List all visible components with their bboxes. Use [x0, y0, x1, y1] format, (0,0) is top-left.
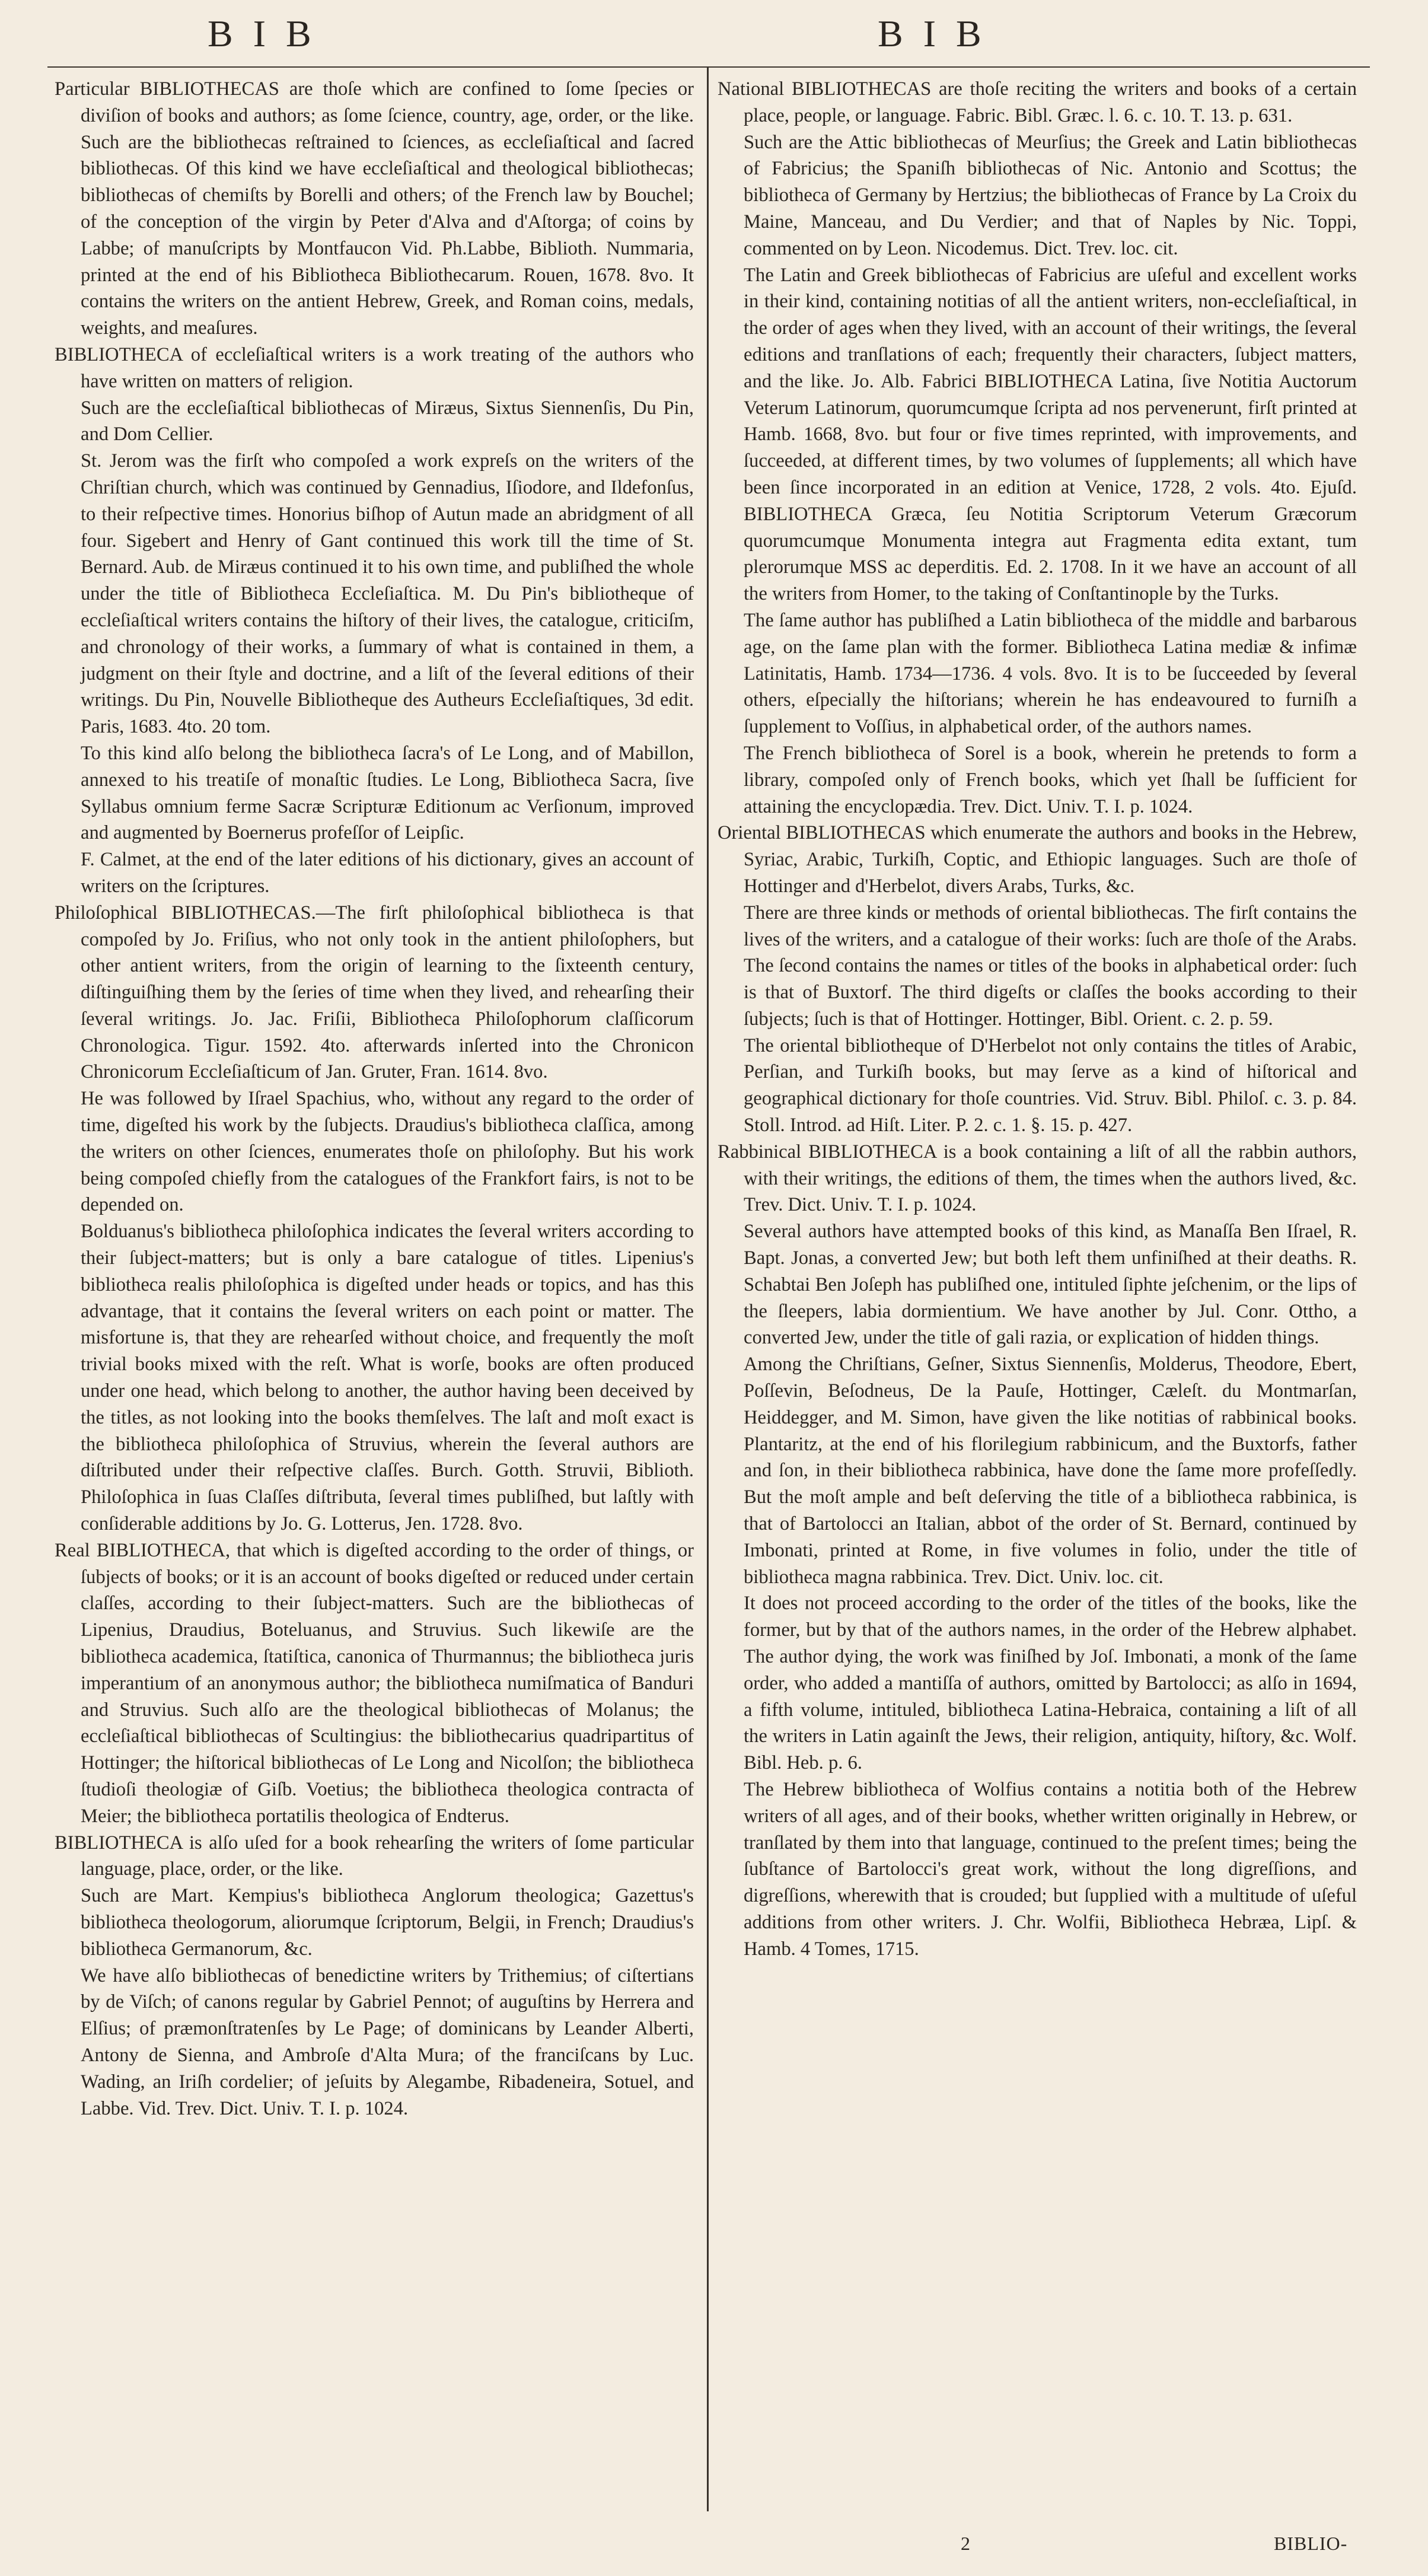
- running-head-right: BIB: [878, 12, 1002, 55]
- paragraph: The Hebrew bibliotheca of Wolfius contains a notitia both of the Hebrew writers of all ages, and of their books, whether written originally in Hebrew, or tranſlated by them into that language, continued to the preſent times; being the ſubſtance of Bartolocci's great work, without the long digreſſions, and digreſſions, wherewith that is crouded; but ſupplied with a multitude of uſeful additions from other writers. J. Chr. Wolfii, Bibliotheca Hebræa, Lipſ. & Hamb. 4 Tomes, 1715.: [744, 1779, 1357, 1960]
- catchword: BIBLIO-: [1274, 2533, 1348, 2554]
- paragraph: The Latin and Greek bibliothecas of Fabricius are uſeful and excellent works in their kind, containing notitias of all the antient writers, non-eccleſiaſtical, in the order of ages when they lived, with an account of their writings, the ſeveral editions and tranſlations of each; frequently their characters, ſubject matters, and the like. Jo. Alb. Fabrici BIBLIOTHECA Latina, ſive Notitia Auctorum Veterum Latinorum, quorumcumque ſcripta ad nos pervenerunt, firſt printed at Hamb. 1668, 8vo. but four or five times reprinted, with improvements, and ſucceeded, at different times, by two volumes of ſupplements; all which have been ſince incorporated in an edition at Venice, 1728, 2 vols. 4to. Ejuſd. BIBLIOTHECA Græca, ſeu Notitia Scriptorum Veterum Græcorum quorumcumque Monumenta integra aut Fragmenta edita extant, tum plerorumque MSS ac deperditis. Ed. 2. 1708. In it we have an account of all the writers from Homer, to the taking of Conſtantinople by the Turks.: [744, 264, 1357, 605]
- paragraph: Such are the eccleſiaſtical bibliothecas of Miræus, Sixtus Siennenſis, Du Pin, and Dom Cellier.: [81, 397, 694, 445]
- right-column: [718, 76, 1357, 1963]
- paragraph: Rabbinical BIBLIOTHECA is a book containing a liſt of all the rabbin authors, with their writings, the editions of them, the times when the authors lived, &c. Trev. Dict. Univ. T. I. p. 1024.: [718, 1141, 1357, 1216]
- paragraph: F. Calmet, at the end of the later editions of his dictionary, gives an account of writers on the ſcriptures.: [81, 849, 694, 897]
- paragraph: National BIBLIOTHECAS are thoſe reciting the writers and books of a certain place, people, or language. Fabric. Bibl. Græc. l. 6. c. 10. T. 13. p. 631.: [718, 78, 1357, 126]
- paragraph: Among the Chriſtians, Geſner, Sixtus Siennenſis, Molderus, Theodore, Ebert, Poſſevin, Beſodneus, De la Pauſe, Hottinger, Cæleſt. du Montmarſan, Heiddegger, and M. Simon, have given the like notitias of rabbinical books. Plantaritz, at the end of his florilegium rabbinicum, and the Buxtorfs, father and ſon, in their bibliotheca rabbinica, have done the ſame more profeſſedly. But the moſt ample and beſt deſerving the title of a bibliotheca rabbinica, is that of Bartolocci an Italian, abbot of the order of St. Bernard, continued by Imbonati, printed at Rome, in five volumes in folio, under the title of bibliotheca magna rabbinica. Trev. Dict. Univ. loc. cit.: [744, 1354, 1357, 1588]
- paragraph: To this kind alſo belong the bibliotheca ſacra's of Le Long, and of Mabillon, annexed to his treatiſe of monaſtic ſtudies. Le Long, Bibliotheca Sacra, ſive Syllabus omnium ferme Sacræ Scripturæ Editionum ac Verſionum, improved and augmented by Boernerus profeſſor of Leipſic.: [81, 742, 694, 844]
- running-head-left: BIB: [208, 12, 332, 55]
- paragraph: St. Jerom was the firſt who compoſed a work expreſs on the writers of the Chriſtian church, which was continued by Gennadius, Iſiodore, and Ildefonſus, to their reſpective times. Honorius biſhop of Autun made an abridgment of all four. Sigebert and Henry of Gant continued this work till the time of St. Bernard. Aub. de Miræus continued it to his own time, and publiſhed the whole under the title of Bibliotheca Eccleſiaſtica. M. Du Pin's bibliotheque of eccleſiaſtical writers contains the hiſtory of their lives, the catalogue, criticiſm, and chronology of their works, a ſummary of what is contained in them, a judgment on their ſtyle and doctrine, and a liſt of the ſeveral editions of their writings. Du Pin, Nouvelle Bibliotheque des Autheurs Eccleſiaſtiques, 3d edit. Paris, 1683. 4to. 20 tom.: [81, 450, 694, 738]
- paragraph: Such are Mart. Kempius's bibliotheca Anglorum theologica; Gazettus's bibliotheca theologorum, aliorumque ſcriptorum, Belgii, in French; Draudius's bibliotheca Germanorum, &c.: [81, 1885, 694, 1960]
- column-divider: [707, 68, 709, 2511]
- paragraph: The French bibliotheca of Sorel is a book, wherein he pretends to form a library, compoſed only of French books, which yet ſhall be ſufficient for attaining the encyclopædia. Trev. Dict. Univ. T. I. p. 1024.: [744, 742, 1357, 817]
- paragraph: Particular BIBLIOTHECAS are thoſe which are confined to ſome ſpecies or diviſion of books and authors; as ſome ſcience, country, age, order, or the like. Such are the bibliothecas reſtrained to ſciences, as eccleſiaſtical and ſacred bibliothecas. Of this kind we have eccleſiaſtical and theological bibliothecas; bibliothecas of chemiſts by Borelli and others; of the French law by Bouchel; of the conception of the virgin by Peter d'Alva and d'Aſtorga; of coins by Labbe; of manuſcripts by Montfaucon Vid. Ph.Labbe, Biblioth. Nummaria, printed at the end of his Bibliotheca Bibliothecarum. Rouen, 1678. 8vo. It contains the writers on the antient Hebrew, Greek, and Roman coins, medals, weights, and meaſures.: [55, 78, 694, 339]
- signature-mark: 2: [961, 2533, 970, 2554]
- paragraph: The oriental bibliotheque of D'Herbelot not only contains the titles of Arabic, Perſian, and Turkiſh books, but may ſerve as a kind of hiſtorical and geographical dictionary for thoſe countries. Vid. Struv. Bibl. Philoſ. c. 3. p. 84. Stoll. Introd. ad Hiſt. Liter. P. 2. c. 1. §. 15. p. 427.: [744, 1034, 1357, 1136]
- paragraph: It does not proceed according to the order of the titles of the books, like the former, but by that of the authors names, in the order of the Hebrew alphabet. The author dying, the work was finiſhed by Joſ. Imbonati, a monk of the ſame order, who added a mantiſſa of authors, omitted by Bartolocci; as alſo in 1694, a fifth volume, intituled, bibliotheca Latina-Hebraica, containing a liſt of all the writers in Latin againſt the Jews, their religion, antiquity, hiſtory, &c. Wolf. Bibl. Heb. p. 6.: [744, 1593, 1357, 1774]
- paragraph: Real BIBLIOTHECA, that which is digeſted according to the order of things, or ſubjects of books; or it is an account of books digeſted or reduced under certain claſſes, according to their ſubject-matters. Such are the bibliothecas of Lipenius, Draudius, Boteluanus, and Struvius. Such likewiſe are the bibliotheca academica, ſtatiſtica, canonica of Thurmannus; the bibliotheca juris imperantium of an anonymous author; the bibliotheca numiſmatica of Banduri and Struvius. Such alſo are the theological bibliothecas of Molanus; the eccleſiaſtical bibliothecas of Scultingius: the bibliothecarius quadripartitus of Hottinger; the hiſtorical bibliothecas of Le Long and Nicolſon; the bibliotheca ſtudioſi theologiæ of Giſb. Voetius; the bibliotheca theologica contracta of Meier; the bibliotheca portatilis theologica of Endterus.: [55, 1539, 694, 1827]
- paragraph: The ſame author has publiſhed a Latin bibliotheca of the middle and barbarous age, on the ſame plan with the former. Bibliotheca Latina mediæ & infimæ Latinitatis, Hamb. 1734—1736. 4 vols. 8vo. It is to be ſucceeded by ſeveral others, eſpecially the hiſtorians; wherein he has endeavoured to furniſh a ſupplement to Voſſius, in alphabetical order, of the authors names.: [744, 609, 1357, 738]
- left-column: [55, 76, 694, 2122]
- paragraph: BIBLIOTHECA of eccleſiaſtical writers is a work treating of the authors who have written on matters of religion.: [55, 343, 694, 392]
- paragraph: BIBLIOTHECA is alſo uſed for a book rehearſing the writers of ſome particular language, place, order, or the like.: [55, 1832, 694, 1880]
- paragraph: Philoſophical BIBLIOTHECAS.—The firſt philoſophical bibliotheca is that compoſed by Jo. Friſius, who not only took in the antient philoſophers, but other antient writers, from the origin of learning to the ſixteenth century, diſtinguiſhing them by the ſeries of time when they lived, and rehearſing their ſeveral writings. Jo. Jac. Friſii, Bibliotheca Philoſophorum claſſicorum Chronologica. Tigur. 1592. 4to. afterwards inſerted into the Chronicon Chronicorum Eccleſiaſticum of Jan. Gruter, Fran. 1614. 8vo.: [55, 902, 694, 1083]
- paragraph: Bolduanus's bibliotheca philoſophica indicates the ſeveral writers according to their ſubject-matters; but is only a bare catalogue of titles. Lipenius's bibliotheca realis philoſophica is digeſted under heads or topics, and has this advantage, that it contains the ſeveral writers on each point or matter. The misfortune is, that they are rehearſed without choice, and frequently the moſt trivial books mixed with the reſt. What is worſe, books are often produced under one head, which belong to another, the author having been deceived by the titles, as not looking into the books themſelves. The laſt and moſt exact is the bibliotheca philoſophica of Struvius, wherein the ſeveral authors are diſtributed under their reſpective claſſes. Burch. Gotth. Struvii, Biblioth. Philoſophica in ſuas Claſſes diſtributa, ſeveral times publiſhed, but laſtly with conſiderable additions by Jo. G. Lotterus, Jen. 1728. 8vo.: [81, 1221, 694, 1535]
- paragraph: Such are the Attic bibliothecas of Meurſius; the Greek and Latin bibliothecas of Fabricius; the Spaniſh bibliothecas of Nic. Antonio and Scottus; the bibliotheca of Germany by Hertzius; the bibliothecas of France by La Croix du Maine, Manceau, and Du Verdier; and that of Naples by Nic. Toppi, commented on by Leon. Nicodemus. Dict. Trev. loc. cit.: [744, 131, 1357, 259]
- paragraph: He was followed by Iſrael Spachius, who, without any regard to the order of time, digeſted his work by the ſubjects. Draudius's bibliotheca claſſica, among the writers on other ſciences, enumerates thoſe on philoſophy. But his work being compoſed chiefly from the catalogues of the Frankfort fairs, is not to be depended on.: [81, 1088, 694, 1216]
- paragraph: Several authors have attempted books of this kind, as Manaſſa Ben Iſrael, R. Bapt. Jonas, a converted Jew; but both left them unfiniſhed at their deaths. R. Schabtai Ben Joſeph has publiſhed one, intituled ſiphte jeſchenim, or the lips of the ſleepers, labia dormientium. We have another by Jul. Conr. Ottho, a converted Jew, under the title of gali razia, or explication of hidden things.: [744, 1221, 1357, 1349]
- paragraph: We have alſo bibliothecas of benedictine writers by Trithemius; of ciſtertians by de Viſch; of canons regular by Gabriel Pennot; of auguſtins by Herrera and Elſius; of præmonſtratenſes by Le Page; of dominicans by Leander Alberti, Antony de Sienna, and Ambroſe d'Alta Mura; of the franciſcans by Luc. Wading, an Iriſh cordelier; of jeſuits by Alegambe, Ribadeneira, Sotuel, and Labbe. Vid. Trev. Dict. Univ. T. I. p. 1024.: [81, 1964, 694, 2119]
- paragraph: Oriental BIBLIOTHECAS which enumerate the authors and books in the Hebrew, Syriac, Arabic, Turkiſh, Coptic, and Ethiopic languages. Such are thoſe of Hottinger and d'Herbelot, divers Arabs, Turks, &c.: [718, 822, 1357, 897]
- paragraph: There are three kinds or methods of oriental bibliothecas. The firſt contains the lives of the writers, and a catalogue of their works: ſuch are thoſe of the Arabs. The ſecond contains the names or titles of the books in alphabetical order: ſuch is that of Buxtorf. The third digeſts or claſſes the books according to their ſubjects; ſuch is that of Hottinger. Hottinger, Bibl. Orient. c. 2. p. 59.: [744, 902, 1357, 1030]
- header-rule: [47, 66, 1370, 68]
